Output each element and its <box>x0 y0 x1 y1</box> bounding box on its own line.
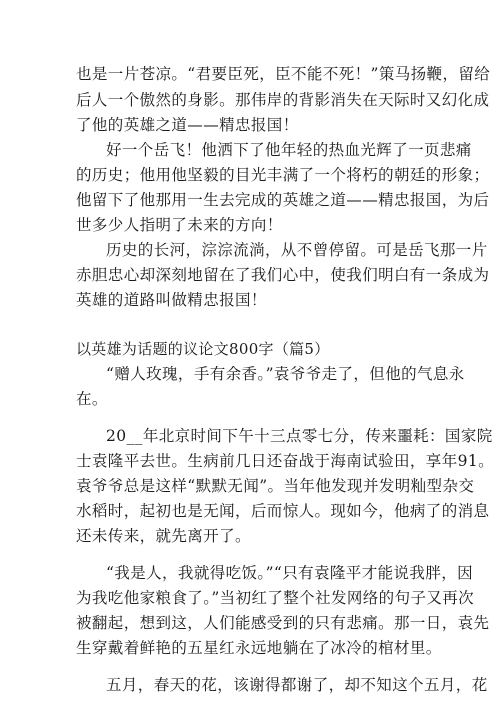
text-line: 为我吃他家粮食了。”当初红了整个社发网络的句子又再次 <box>76 589 475 607</box>
text-line: 的历史；他用他坚毅的目光丰满了一个将朽的朝廷的形象； <box>76 166 490 184</box>
text-line: 20__年北京时间下午十三点零七分，传来噩耗：国家院 <box>106 427 493 445</box>
text-line: 还未传来，就先离开了。 <box>76 527 251 545</box>
text-line: 后人一个傲然的身影。那伟岸的背影消失在天际时又幻化成 <box>76 91 490 109</box>
text-line: 袁爷爷总是这样“默默无闻”。当年他发现并发明籼型杂交 <box>76 477 475 495</box>
text-line: “我是人，我就得吃饭。”“只有袁隆平才能说我胖，因 <box>106 564 474 582</box>
text-line: 他留下了他那用一生去完成的英雄之道——精忠报国，为后 <box>76 191 490 209</box>
text-line: 生穿戴着鲜艳的五星红永远地躺在了冰冷的棺材里。 <box>76 639 442 657</box>
text-line: “赠人玫瑰，手有余香。”袁爷爷走了，但他的气息永 <box>106 365 465 383</box>
text-line: 水稻时，起初也是无闻，后而惊人。现如今，他病了的消息 <box>76 502 490 520</box>
text-line: 五月，春天的花，该谢得都谢了，却不知这个五月，花 <box>106 676 488 694</box>
text-line: 了他的英雄之道——精忠报国！ <box>76 116 299 134</box>
text-line: 赤胆忠心却深刻地留在了我们心中，使我们明白有一条成为 <box>76 266 490 284</box>
text-line: 好一个岳飞！他洒下了他年轻的热血光辉了一页悲痛 <box>106 141 472 159</box>
section-heading: 以英雄为话题的议论文800字（篇5） <box>76 340 330 358</box>
text-line: 士袁隆平去世。生病前几日还奋战于海南试验田，享年91。 <box>76 452 495 470</box>
text-line: 在。 <box>76 390 108 408</box>
text-line: 世多少人指明了未来的方向！ <box>76 216 283 234</box>
text-line: 被翻起，想到这，人们能感受到的只有悲痛。那一日，袁先 <box>76 614 490 632</box>
text-line: 也是一片苍凉。“君要臣死，臣不能不死！”策马扬鞭，留给 <box>76 65 491 83</box>
text-line: 历史的长河，淙淙流淌，从不曾停留。可是岳飞那一片 <box>106 241 488 259</box>
text-line: 英雄的道路叫做精忠报国！ <box>76 291 267 309</box>
